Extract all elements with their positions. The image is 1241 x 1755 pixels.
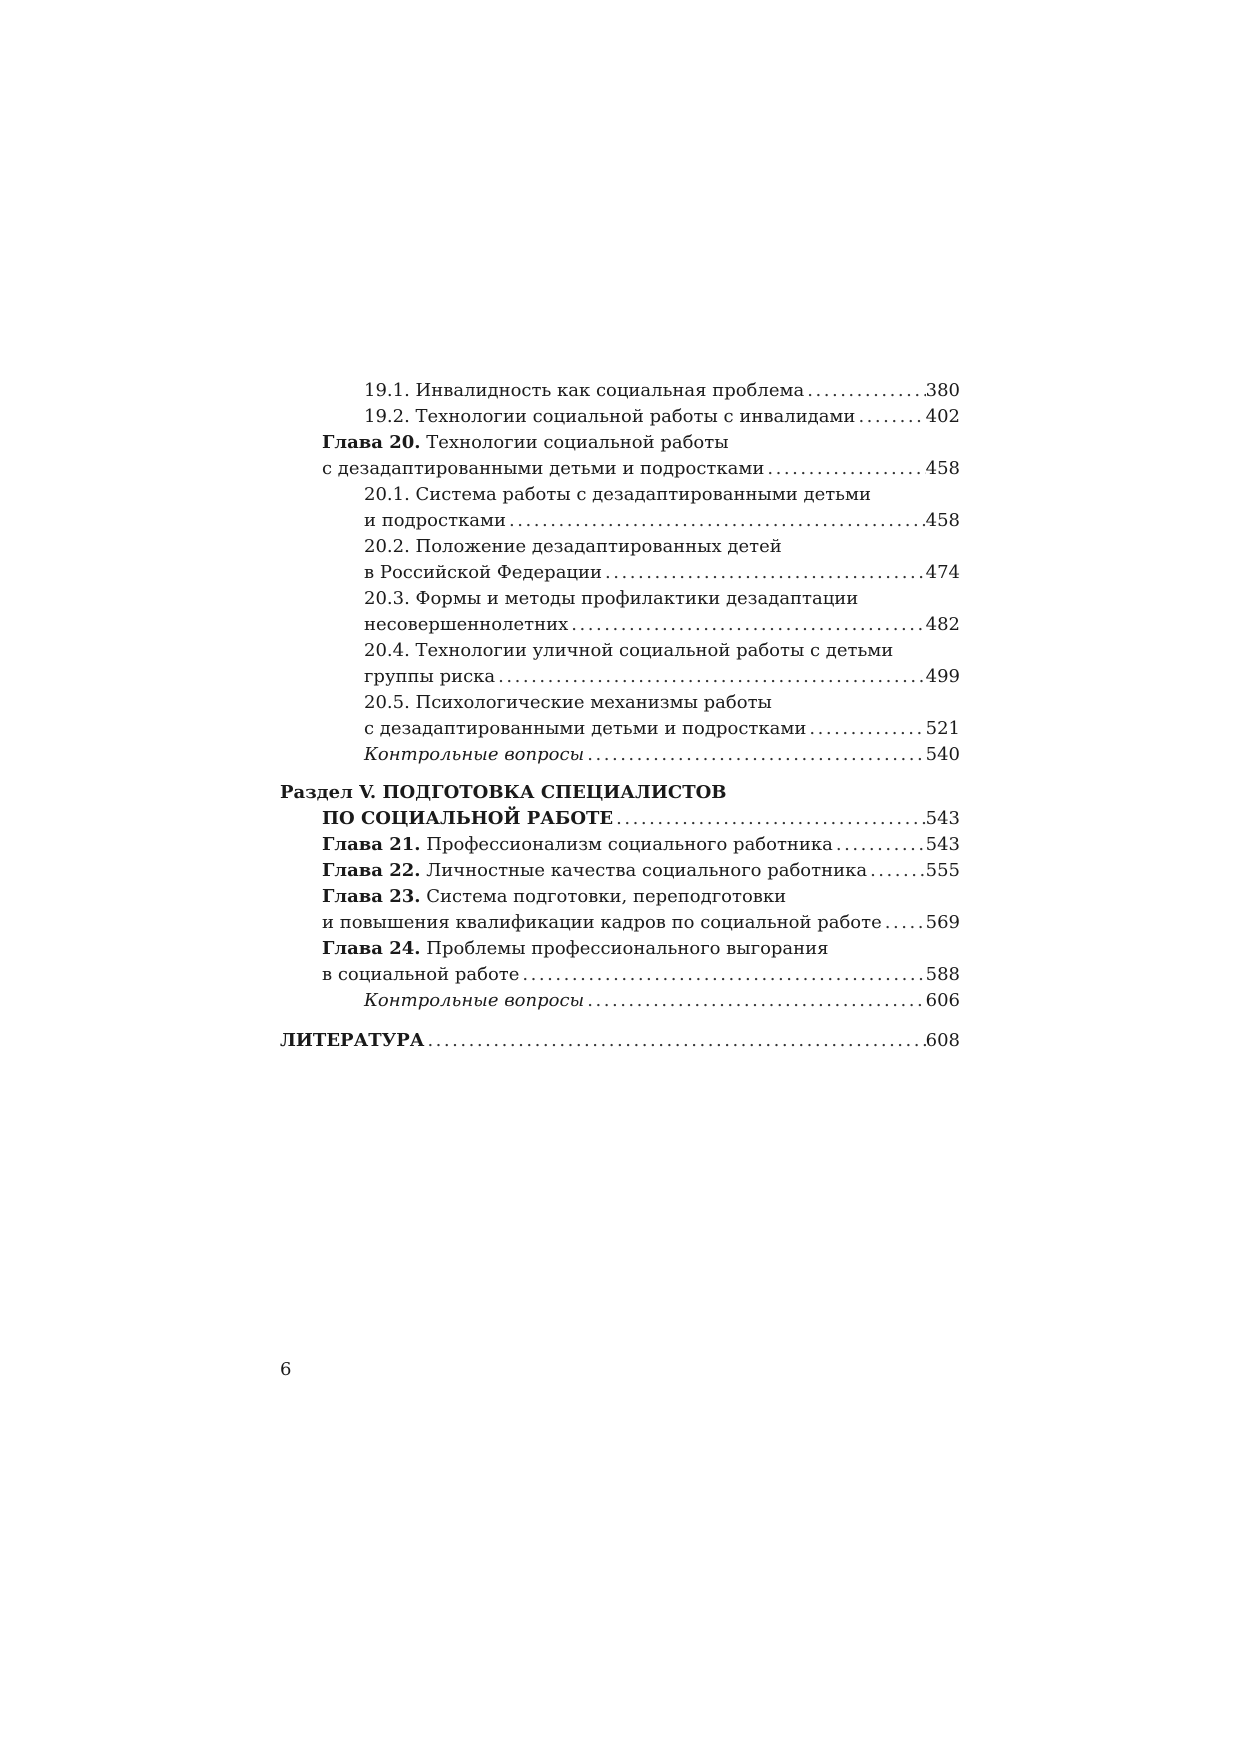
toc-page-number: 606 — [925, 990, 960, 1011]
dot-leader — [506, 508, 926, 534]
toc-line — [322, 936, 960, 962]
toc-title: 20.3. Формы и методы профилактики дезадаптации — [364, 588, 859, 609]
toc-page-number: 555 — [925, 860, 960, 881]
toc-title: Проблемы профессионального выгорания — [420, 938, 829, 959]
toc-entry — [280, 742, 960, 768]
toc-entry — [280, 534, 960, 586]
dot-leader — [855, 404, 925, 430]
toc-line — [364, 378, 960, 404]
toc-line — [364, 690, 960, 716]
dot-leader — [584, 742, 925, 768]
dot-leader — [613, 806, 926, 832]
toc-title: с дезадаптированными детьми и подростками — [322, 458, 765, 479]
toc-entry — [280, 832, 960, 858]
toc-page-number: 543 — [925, 808, 960, 829]
toc-title: и повышения квалификации кадров по социальной работе — [322, 912, 882, 933]
toc-entry — [280, 430, 960, 482]
toc-title: Технологии социальной работы — [420, 432, 729, 453]
toc-line — [322, 884, 960, 910]
toc-page-number: 482 — [925, 614, 960, 635]
toc-title: в социальной работе — [322, 964, 520, 985]
toc-entry — [280, 1028, 960, 1054]
toc-title: ПО СОЦИАЛЬНОЙ РАБОТЕ — [322, 808, 614, 829]
dot-leader — [495, 664, 925, 690]
toc-entry — [280, 780, 960, 832]
toc-line — [280, 806, 960, 832]
toc-page-number: 380 — [925, 380, 960, 401]
toc-line — [364, 404, 960, 430]
toc-entry — [280, 378, 960, 404]
toc-page-number: 458 — [925, 510, 960, 531]
toc-title: 20.5. Психологические механизмы работы — [364, 692, 772, 713]
toc-entry — [280, 404, 960, 430]
toc-line — [364, 638, 960, 664]
dot-leader — [806, 716, 925, 742]
toc-line — [364, 534, 960, 560]
toc-line — [322, 832, 960, 858]
dot-leader — [764, 456, 925, 482]
toc-line — [322, 910, 960, 936]
toc-label: Глава 20. — [322, 432, 421, 453]
toc-page-number: 543 — [925, 834, 960, 855]
toc-entry — [280, 936, 960, 988]
toc-title: 19.1. Инвалидность как социальная проблема — [364, 380, 805, 401]
dot-leader — [584, 988, 925, 1014]
dot-leader — [804, 378, 925, 404]
toc-page-number: 569 — [925, 912, 960, 933]
toc-line — [280, 1028, 960, 1054]
toc-entry — [280, 482, 960, 534]
dot-leader — [867, 858, 926, 884]
toc-page-number: 521 — [925, 718, 960, 739]
toc-title: Контрольные вопросы — [364, 744, 585, 765]
toc-page-number: 608 — [925, 1030, 960, 1051]
toc-line — [322, 962, 960, 988]
toc-label: Глава 24. — [322, 938, 421, 959]
toc-line — [364, 508, 960, 534]
toc-page-number: 588 — [925, 964, 960, 985]
toc-page-number: 540 — [925, 744, 960, 765]
toc-title: Система подготовки, переподготовки — [420, 886, 787, 907]
toc-title: в Российской Федерации — [364, 562, 602, 583]
toc-line — [364, 560, 960, 586]
toc-line — [322, 858, 960, 884]
toc-entry — [280, 586, 960, 638]
dot-leader — [833, 832, 926, 858]
toc-label: Раздел V. — [280, 782, 377, 803]
toc-line — [364, 586, 960, 612]
dot-leader — [602, 560, 926, 586]
toc-line — [364, 988, 960, 1014]
toc-title: Профессионализм социального работника — [420, 834, 833, 855]
toc-title: с дезадаптированными детьми и подростками — [364, 718, 807, 739]
toc-title: 20.2. Положение дезадаптированных детей — [364, 536, 782, 557]
toc-label: ЛИТЕРАТУРА — [280, 1030, 425, 1051]
toc-line — [364, 716, 960, 742]
toc-entry — [280, 638, 960, 690]
toc-line — [364, 742, 960, 768]
toc-line — [322, 456, 960, 482]
toc-title: 20.4. Технологии уличной социальной работы с детьми — [364, 640, 894, 661]
toc-entry — [280, 884, 960, 936]
toc-line — [364, 612, 960, 638]
toc-line — [322, 430, 960, 456]
toc-title: ПОДГОТОВКА СПЕЦИАЛИСТОВ — [376, 782, 727, 803]
toc-page-number: 499 — [925, 666, 960, 687]
toc-entry — [280, 988, 960, 1014]
toc-title: и подростками — [364, 510, 507, 531]
toc-title: 20.1. Система работы с дезадаптированными детьми — [364, 484, 871, 505]
toc-title: Контрольные вопросы — [364, 990, 585, 1011]
toc-line — [280, 780, 960, 806]
dot-leader — [568, 612, 925, 638]
toc-entry — [280, 858, 960, 884]
toc-page-number: 402 — [925, 406, 960, 427]
page-number: 6 — [280, 1359, 292, 1380]
dot-leader — [424, 1028, 925, 1054]
table-of-contents — [280, 378, 960, 1054]
toc-title: 19.2. Технологии социальной работы с инвалидами — [364, 406, 856, 427]
toc-title: Личностные качества социального работника — [420, 860, 868, 881]
toc-line — [364, 482, 960, 508]
toc-label: Глава 22. — [322, 860, 421, 881]
toc-title: несовершеннолетних — [364, 614, 569, 635]
toc-label: Глава 23. — [322, 886, 421, 907]
toc-title: группы риска — [364, 666, 496, 687]
dot-leader — [882, 910, 926, 936]
toc-page-number: 458 — [925, 458, 960, 479]
toc-label: Глава 21. — [322, 834, 421, 855]
dot-leader — [519, 962, 925, 988]
toc-page-number: 474 — [925, 562, 960, 583]
toc-line — [364, 664, 960, 690]
toc-entry — [280, 690, 960, 742]
